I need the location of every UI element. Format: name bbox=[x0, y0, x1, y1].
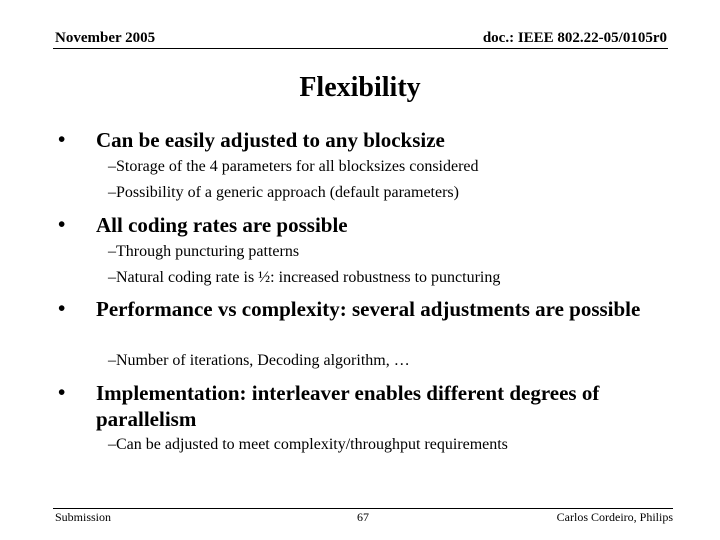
bullet-marker: • bbox=[58, 380, 66, 404]
bullet-text: Can be easily adjusted to any blocksize bbox=[96, 128, 445, 152]
footer-rule bbox=[53, 508, 673, 509]
sub-bullet: –Can be adjusted to meet complexity/throughput requirements bbox=[108, 436, 508, 453]
header-rule bbox=[53, 48, 668, 49]
bullet-marker: • bbox=[58, 296, 66, 320]
bullet-text: Performance vs complexity: several adjustments are possible bbox=[96, 297, 641, 321]
bullet-text: All coding rates are possible bbox=[96, 213, 348, 237]
bullet-marker: • bbox=[58, 127, 66, 151]
sub-bullet: –Storage of the 4 parameters for all blocksizes considered bbox=[108, 158, 479, 175]
slide-title: Flexibility bbox=[299, 72, 421, 103]
sub-bullet: –Through puncturing patterns bbox=[108, 243, 300, 260]
sub-bullet: –Possibility of a generic approach (default parameters) bbox=[108, 184, 459, 201]
bullet-marker: • bbox=[58, 212, 66, 236]
footer-page-number: 67 bbox=[357, 510, 369, 524]
sub-bullet: –Number of iterations, Decoding algorithm, … bbox=[108, 352, 410, 369]
bullet-text: Implementation: interleaver enables different degrees of parallelism bbox=[96, 381, 600, 431]
header-doc-id: doc.: IEEE 802.22-05/0105r0 bbox=[482, 30, 667, 46]
footer-submission: Submission bbox=[55, 510, 112, 524]
sub-bullet: –Natural coding rate is ½: increased robustness to puncturing bbox=[108, 269, 501, 286]
footer-author: Carlos Cordeiro, Philips bbox=[556, 510, 673, 524]
header-date: November 2005 bbox=[55, 30, 156, 46]
